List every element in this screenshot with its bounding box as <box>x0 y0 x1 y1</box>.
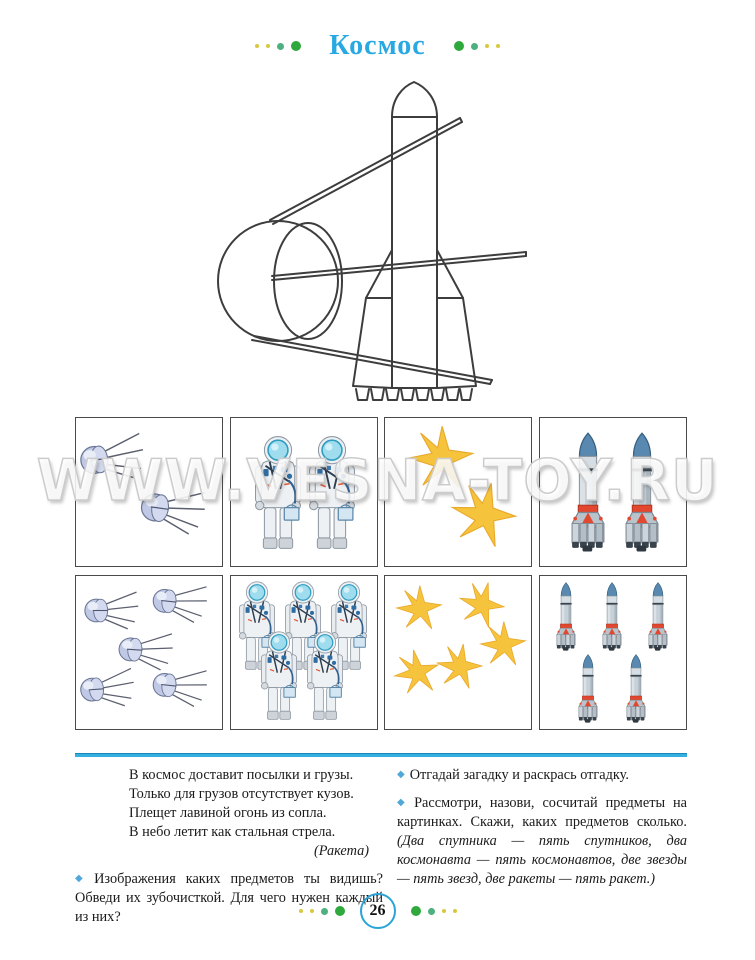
cell-cosmonaut-x2 <box>230 417 378 567</box>
rocket-icon <box>566 432 610 559</box>
rocket-icon <box>598 582 626 657</box>
dot-icon <box>471 43 478 50</box>
rocket-icon <box>552 582 580 657</box>
cell-rocket-x5 <box>539 575 687 730</box>
sputnik-icon <box>77 431 148 491</box>
cell-rocket-x2 <box>539 417 687 567</box>
dot-icon <box>277 43 284 50</box>
dot-icon <box>310 909 314 913</box>
page-number-badge: 26 <box>360 893 396 929</box>
riddle-line: В космос доставит посылки и грузы. <box>129 767 354 783</box>
page-title: Космос <box>329 30 426 61</box>
cell-star-x2 <box>384 417 532 567</box>
star-icon <box>479 620 527 673</box>
dot-icon <box>335 906 345 916</box>
cosmonaut-icon <box>261 630 297 727</box>
rocket-icon <box>620 432 664 559</box>
bullet-diamond-icon: ◆ <box>397 797 410 808</box>
grid-row <box>75 575 687 730</box>
divider-rule <box>75 753 687 757</box>
decor-dots-right <box>411 906 457 916</box>
watermark: WWW.VESNA-TOY.RU <box>36 448 719 514</box>
grid-row <box>75 417 687 567</box>
dot-icon <box>299 909 303 913</box>
dot-icon <box>442 909 446 913</box>
dot-icon <box>291 41 301 51</box>
decor-dots-left <box>255 41 301 51</box>
riddle-answer: (Ракета) <box>314 843 369 859</box>
dot-icon <box>255 44 259 48</box>
page-footer <box>0 893 755 929</box>
bullet-diamond-icon: ◆ <box>397 769 405 780</box>
picture-grid <box>75 417 687 738</box>
riddle-line: Только для грузов отсутствует кузов. <box>129 786 354 802</box>
rocket-icon <box>574 654 602 729</box>
task-count-text: Рассмотри, назови, сосчитай предметы на картинках. Скажи, каких предметов сколько. <box>397 795 687 830</box>
dot-icon <box>485 44 489 48</box>
cell-sputnik-x5 <box>75 575 223 730</box>
dot-icon <box>496 44 500 48</box>
dot-icon <box>454 41 464 51</box>
star-icon <box>442 474 524 560</box>
riddle-line: В небо летит как стальная стрела. <box>129 824 336 840</box>
task-count-example: (Два спутника — пять спутников, два космонавта — пять космонавтов, две звезды — пять звезд, две ракеты — пять ракет.) <box>397 833 687 887</box>
rocket-icon <box>644 582 672 657</box>
riddle-line: Плещет лавиной огонь из сопла. <box>129 805 327 821</box>
task-identify-text: Изображения каких предметов ты видишь? Обведи их зубочисткой. Для чего нужен каждый из них? <box>75 871 383 925</box>
dot-icon <box>428 908 435 915</box>
sputnik-icon <box>150 663 211 715</box>
sputnik-icon <box>150 579 211 631</box>
cell-cosmonaut-x5 <box>230 575 378 730</box>
task-guess <box>397 766 687 785</box>
cosmonaut-icon <box>255 430 301 561</box>
sputnik-icon <box>78 666 137 716</box>
decor-dots-right <box>454 41 500 51</box>
dot-icon <box>411 906 421 916</box>
cell-sputnik-x2 <box>75 417 223 567</box>
bullet-diamond-icon: ◆ <box>75 873 90 884</box>
sputnik-icon <box>137 482 210 544</box>
riddle <box>129 766 383 861</box>
task-count <box>397 794 687 889</box>
decor-dots-left <box>299 906 345 916</box>
cell-star-x5 <box>384 575 532 730</box>
page-header <box>0 30 755 62</box>
dot-icon <box>321 908 328 915</box>
task-guess-text: Отгадай загадку и раскрась отгадку. <box>409 767 629 783</box>
cosmonaut-icon <box>309 430 355 561</box>
coloring-outline-sputnik-rocket-icon <box>170 80 590 412</box>
dot-icon <box>266 44 270 48</box>
star-icon <box>395 584 443 637</box>
dot-icon <box>453 909 457 913</box>
rocket-icon <box>622 654 650 729</box>
cosmonaut-icon <box>307 630 343 727</box>
